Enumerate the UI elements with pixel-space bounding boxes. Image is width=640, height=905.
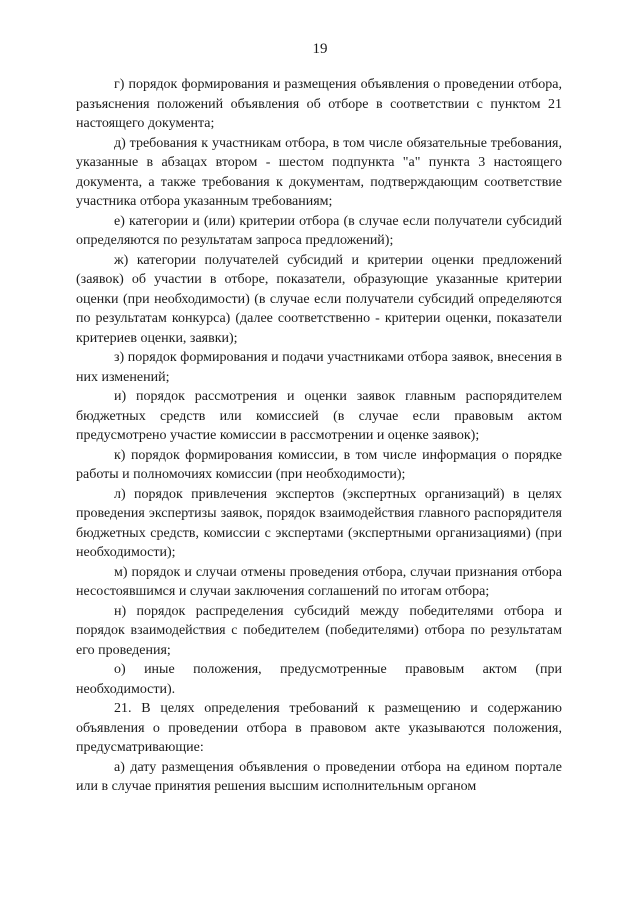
paragraph-g: г) порядок формирования и размещения объявления о проведении отбора, разъяснения положений объявления об отборе в соответствии с пунктом 21 настоящего документа; <box>76 77 562 131</box>
paragraph-l: л) порядок привлечения экспертов (экспертных организаций) в целях проведения экспертизы заявок, порядок взаимодействия главного распорядителя бюджетных средств, комиссии с экспертами (экспертными организациями) (при необходимости); <box>76 486 562 560</box>
paragraph-m: м) порядок и случаи отмены проведения отбора, случаи признания отбора несостоявшимся и случаи заключения соглашений по итогам отбора; <box>76 564 562 599</box>
paragraph-k: к) порядок формирования комиссии, в том числе информация о порядке работы и полномочиях комиссии (при необходимости); <box>76 447 562 482</box>
paragraph-zh: ж) категории получателей субсидий и критерии оценки предложений (заявок) об участии в отборе, показатели, образующие указанные критерии оценки (при необходимости) (в случае если получатели субсидий определяются по результатам конкурса) (далее соответственно - критерии оценки, показатели критериев оценки, заявки); <box>76 252 562 346</box>
paragraph-o: о) иные положения, предусмотренные правовым актом (при необходимости). <box>76 662 562 697</box>
document-body <box>76 75 562 797</box>
paragraph-n: н) порядок распределения субсидий между победителями отбора и порядок взаимодействия с победителем (победителями) отбора по результатам его проведения; <box>76 603 562 658</box>
page-number: 19 <box>312 41 328 57</box>
paragraph-21: 21. В целях определения требований к размещению и содержанию объявления о проведении отбора в правовом акте указываются положения, предусматривающие: <box>76 701 562 755</box>
paragraph-e: е) категории и (или) критерии отбора (в случае если получатели субсидий определяются по результатам запроса предложений); <box>76 213 562 248</box>
paragraph-21-a: а) дату размещения объявления о проведении отбора на едином портале или в случае принятия решения высшим исполнительным органом <box>76 759 562 794</box>
paragraph-d: д) требования к участникам отбора, в том числе обязательные требования, указанные в абзацах втором - шестом подпункта "а" пункта 3 настоящего документа, а также требования к документам, подтверждающим соответствие участника отбора указанным требованиям; <box>76 135 562 209</box>
paragraph-z: з) порядок формирования и подачи участниками отбора заявок, внесения в них изменений; <box>76 350 562 385</box>
paragraph-i: и) порядок рассмотрения и оценки заявок главным распорядителем бюджетных средств или комиссией (в случае если правовым актом предусмотрено участие комиссии в рассмотрении и оценке заявок); <box>76 389 562 443</box>
